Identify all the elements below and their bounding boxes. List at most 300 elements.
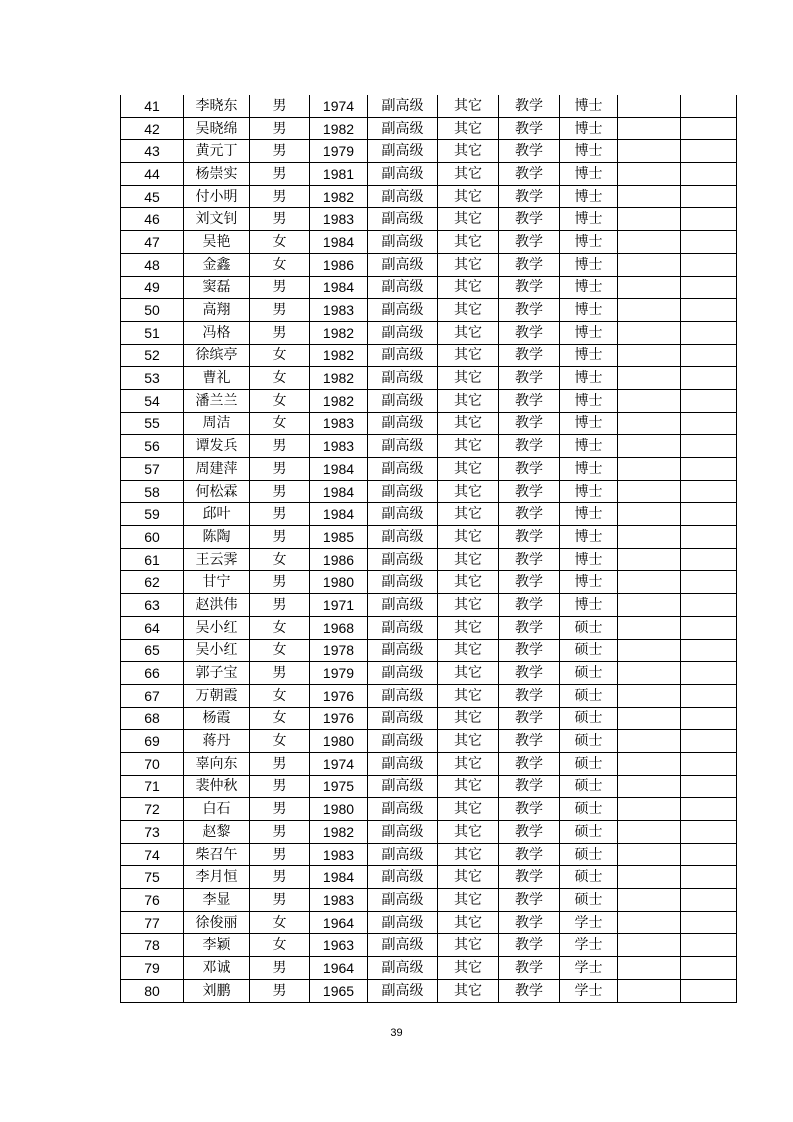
degree-cell: 硕士 bbox=[560, 889, 618, 912]
rank-cell: 副高级 bbox=[368, 730, 438, 753]
table-row bbox=[121, 548, 737, 571]
blank-cell bbox=[681, 775, 737, 798]
name-cell: 邓诚 bbox=[184, 957, 250, 980]
post-cell: 教学 bbox=[499, 889, 560, 912]
category-cell: 其它 bbox=[438, 889, 499, 912]
row-number: 68 bbox=[121, 707, 184, 730]
category-cell: 其它 bbox=[438, 775, 499, 798]
category-cell: 其它 bbox=[438, 548, 499, 571]
row-number: 62 bbox=[121, 571, 184, 594]
row-number: 61 bbox=[121, 548, 184, 571]
rank-cell: 副高级 bbox=[368, 843, 438, 866]
name-cell: 徐俊丽 bbox=[184, 911, 250, 934]
rank-cell: 副高级 bbox=[368, 911, 438, 934]
degree-cell: 博士 bbox=[560, 95, 618, 117]
blank-cell bbox=[618, 775, 681, 798]
birth-year-cell: 1982 bbox=[310, 821, 368, 844]
table-row bbox=[121, 798, 737, 821]
blank-cell bbox=[618, 821, 681, 844]
blank-cell bbox=[618, 934, 681, 957]
name-cell: 白石 bbox=[184, 798, 250, 821]
name-cell: 郭子宝 bbox=[184, 662, 250, 685]
rank-cell: 副高级 bbox=[368, 458, 438, 481]
birth-year-cell: 1980 bbox=[310, 571, 368, 594]
category-cell: 其它 bbox=[438, 662, 499, 685]
blank-cell bbox=[618, 548, 681, 571]
name-cell: 杨崇实 bbox=[184, 163, 250, 186]
blank-cell bbox=[681, 662, 737, 685]
post-cell: 教学 bbox=[499, 548, 560, 571]
row-number: 48 bbox=[121, 253, 184, 276]
category-cell: 其它 bbox=[438, 276, 499, 299]
gender-cell: 男 bbox=[250, 435, 310, 458]
rank-cell: 副高级 bbox=[368, 752, 438, 775]
blank-cell bbox=[681, 344, 737, 367]
gender-cell: 男 bbox=[250, 185, 310, 208]
degree-cell: 硕士 bbox=[560, 707, 618, 730]
post-cell: 教学 bbox=[499, 95, 560, 117]
category-cell: 其它 bbox=[438, 208, 499, 231]
gender-cell: 男 bbox=[250, 526, 310, 549]
table-row bbox=[121, 480, 737, 503]
birth-year-cell: 1980 bbox=[310, 798, 368, 821]
category-cell: 其它 bbox=[438, 458, 499, 481]
name-cell: 金鑫 bbox=[184, 253, 250, 276]
blank-cell bbox=[681, 707, 737, 730]
name-cell: 刘文钊 bbox=[184, 208, 250, 231]
name-cell: 李晓东 bbox=[184, 95, 250, 117]
blank-cell bbox=[681, 934, 737, 957]
degree-cell: 博士 bbox=[560, 253, 618, 276]
gender-cell: 男 bbox=[250, 208, 310, 231]
degree-cell: 硕士 bbox=[560, 616, 618, 639]
degree-cell: 硕士 bbox=[560, 662, 618, 685]
row-number: 47 bbox=[121, 231, 184, 254]
table-row bbox=[121, 276, 737, 299]
category-cell: 其它 bbox=[438, 299, 499, 322]
birth-year-cell: 1985 bbox=[310, 526, 368, 549]
degree-cell: 博士 bbox=[560, 571, 618, 594]
blank-cell bbox=[618, 571, 681, 594]
table-row bbox=[121, 344, 737, 367]
blank-cell bbox=[618, 889, 681, 912]
post-cell: 教学 bbox=[499, 299, 560, 322]
blank-cell bbox=[681, 979, 737, 1002]
row-number: 76 bbox=[121, 889, 184, 912]
table-row bbox=[121, 707, 737, 730]
blank-cell bbox=[618, 707, 681, 730]
name-cell: 周洁 bbox=[184, 412, 250, 435]
blank-cell bbox=[681, 821, 737, 844]
table-row bbox=[121, 253, 737, 276]
rank-cell: 副高级 bbox=[368, 957, 438, 980]
table-row bbox=[121, 458, 737, 481]
table-row bbox=[121, 117, 737, 140]
blank-cell bbox=[681, 571, 737, 594]
category-cell: 其它 bbox=[438, 571, 499, 594]
row-number: 80 bbox=[121, 979, 184, 1002]
degree-cell: 博士 bbox=[560, 412, 618, 435]
row-number: 57 bbox=[121, 458, 184, 481]
post-cell: 教学 bbox=[499, 526, 560, 549]
rank-cell: 副高级 bbox=[368, 775, 438, 798]
gender-cell: 男 bbox=[250, 866, 310, 889]
name-cell: 邱叶 bbox=[184, 503, 250, 526]
rank-cell: 副高级 bbox=[368, 208, 438, 231]
gender-cell: 男 bbox=[250, 594, 310, 617]
rank-cell: 副高级 bbox=[368, 95, 438, 117]
category-cell: 其它 bbox=[438, 163, 499, 186]
post-cell: 教学 bbox=[499, 344, 560, 367]
post-cell: 教学 bbox=[499, 367, 560, 390]
birth-year-cell: 1964 bbox=[310, 911, 368, 934]
degree-cell: 学士 bbox=[560, 911, 618, 934]
category-cell: 其它 bbox=[438, 957, 499, 980]
blank-cell bbox=[681, 843, 737, 866]
post-cell: 教学 bbox=[499, 684, 560, 707]
name-cell: 裴仲秋 bbox=[184, 775, 250, 798]
birth-year-cell: 1984 bbox=[310, 503, 368, 526]
gender-cell: 女 bbox=[250, 707, 310, 730]
blank-cell bbox=[618, 208, 681, 231]
row-number: 71 bbox=[121, 775, 184, 798]
name-cell: 吴艳 bbox=[184, 231, 250, 254]
rank-cell: 副高级 bbox=[368, 231, 438, 254]
post-cell: 教学 bbox=[499, 730, 560, 753]
degree-cell: 博士 bbox=[560, 208, 618, 231]
row-number: 65 bbox=[121, 639, 184, 662]
category-cell: 其它 bbox=[438, 389, 499, 412]
table-row bbox=[121, 571, 737, 594]
category-cell: 其它 bbox=[438, 616, 499, 639]
blank-cell bbox=[681, 798, 737, 821]
table-row bbox=[121, 321, 737, 344]
rank-cell: 副高级 bbox=[368, 321, 438, 344]
birth-year-cell: 1976 bbox=[310, 684, 368, 707]
birth-year-cell: 1983 bbox=[310, 889, 368, 912]
degree-cell: 硕士 bbox=[560, 843, 618, 866]
row-number: 67 bbox=[121, 684, 184, 707]
name-cell: 高翔 bbox=[184, 299, 250, 322]
blank-cell bbox=[681, 231, 737, 254]
degree-cell: 博士 bbox=[560, 276, 618, 299]
blank-cell bbox=[618, 389, 681, 412]
category-cell: 其它 bbox=[438, 253, 499, 276]
blank-cell bbox=[618, 684, 681, 707]
row-number: 74 bbox=[121, 843, 184, 866]
post-cell: 教学 bbox=[499, 821, 560, 844]
rank-cell: 副高级 bbox=[368, 389, 438, 412]
row-number: 44 bbox=[121, 163, 184, 186]
gender-cell: 女 bbox=[250, 730, 310, 753]
post-cell: 教学 bbox=[499, 321, 560, 344]
gender-cell: 男 bbox=[250, 957, 310, 980]
blank-cell bbox=[681, 503, 737, 526]
name-cell: 李月恒 bbox=[184, 866, 250, 889]
category-cell: 其它 bbox=[438, 412, 499, 435]
rank-cell: 副高级 bbox=[368, 889, 438, 912]
birth-year-cell: 1981 bbox=[310, 163, 368, 186]
post-cell: 教学 bbox=[499, 639, 560, 662]
table-row bbox=[121, 843, 737, 866]
name-cell: 李颖 bbox=[184, 934, 250, 957]
row-number: 75 bbox=[121, 866, 184, 889]
rank-cell: 副高级 bbox=[368, 684, 438, 707]
name-cell: 陈陶 bbox=[184, 526, 250, 549]
row-number: 69 bbox=[121, 730, 184, 753]
category-cell: 其它 bbox=[438, 480, 499, 503]
post-cell: 教学 bbox=[499, 389, 560, 412]
gender-cell: 男 bbox=[250, 798, 310, 821]
degree-cell: 博士 bbox=[560, 163, 618, 186]
gender-cell: 男 bbox=[250, 480, 310, 503]
faculty-table bbox=[120, 95, 737, 1003]
table-row bbox=[121, 594, 737, 617]
birth-year-cell: 1978 bbox=[310, 639, 368, 662]
post-cell: 教学 bbox=[499, 843, 560, 866]
table-row bbox=[121, 775, 737, 798]
gender-cell: 男 bbox=[250, 889, 310, 912]
gender-cell: 女 bbox=[250, 616, 310, 639]
gender-cell: 男 bbox=[250, 140, 310, 163]
blank-cell bbox=[618, 752, 681, 775]
rank-cell: 副高级 bbox=[368, 548, 438, 571]
blank-cell bbox=[618, 344, 681, 367]
post-cell: 教学 bbox=[499, 866, 560, 889]
blank-cell bbox=[618, 866, 681, 889]
blank-cell bbox=[618, 117, 681, 140]
birth-year-cell: 1963 bbox=[310, 934, 368, 957]
rank-cell: 副高级 bbox=[368, 299, 438, 322]
gender-cell: 女 bbox=[250, 639, 310, 662]
blank-cell bbox=[681, 526, 737, 549]
blank-cell bbox=[618, 843, 681, 866]
name-cell: 辜向东 bbox=[184, 752, 250, 775]
table-row bbox=[121, 412, 737, 435]
blank-cell bbox=[618, 616, 681, 639]
degree-cell: 硕士 bbox=[560, 752, 618, 775]
birth-year-cell: 1982 bbox=[310, 185, 368, 208]
rank-cell: 副高级 bbox=[368, 367, 438, 390]
table-row bbox=[121, 934, 737, 957]
blank-cell bbox=[618, 458, 681, 481]
rank-cell: 副高级 bbox=[368, 821, 438, 844]
row-number: 42 bbox=[121, 117, 184, 140]
post-cell: 教学 bbox=[499, 979, 560, 1002]
post-cell: 教学 bbox=[499, 707, 560, 730]
faculty-table-body bbox=[121, 95, 737, 1002]
blank-cell bbox=[681, 367, 737, 390]
blank-cell bbox=[618, 639, 681, 662]
post-cell: 教学 bbox=[499, 594, 560, 617]
row-number: 73 bbox=[121, 821, 184, 844]
name-cell: 杨霞 bbox=[184, 707, 250, 730]
row-number: 63 bbox=[121, 594, 184, 617]
rank-cell: 副高级 bbox=[368, 526, 438, 549]
name-cell: 李显 bbox=[184, 889, 250, 912]
post-cell: 教学 bbox=[499, 571, 560, 594]
category-cell: 其它 bbox=[438, 526, 499, 549]
rank-cell: 副高级 bbox=[368, 480, 438, 503]
table-row bbox=[121, 957, 737, 980]
row-number: 66 bbox=[121, 662, 184, 685]
table-row bbox=[121, 662, 737, 685]
degree-cell: 博士 bbox=[560, 389, 618, 412]
category-cell: 其它 bbox=[438, 821, 499, 844]
birth-year-cell: 1984 bbox=[310, 276, 368, 299]
row-number: 70 bbox=[121, 752, 184, 775]
gender-cell: 男 bbox=[250, 163, 310, 186]
blank-cell bbox=[681, 458, 737, 481]
gender-cell: 女 bbox=[250, 684, 310, 707]
table-row bbox=[121, 911, 737, 934]
gender-cell: 男 bbox=[250, 299, 310, 322]
blank-cell bbox=[681, 616, 737, 639]
gender-cell: 女 bbox=[250, 389, 310, 412]
birth-year-cell: 1975 bbox=[310, 775, 368, 798]
blank-cell bbox=[618, 594, 681, 617]
gender-cell: 男 bbox=[250, 503, 310, 526]
degree-cell: 学士 bbox=[560, 957, 618, 980]
blank-cell bbox=[618, 163, 681, 186]
table-row bbox=[121, 503, 737, 526]
gender-cell: 女 bbox=[250, 231, 310, 254]
name-cell: 冯格 bbox=[184, 321, 250, 344]
category-cell: 其它 bbox=[438, 798, 499, 821]
row-number: 51 bbox=[121, 321, 184, 344]
row-number: 52 bbox=[121, 344, 184, 367]
blank-cell bbox=[681, 163, 737, 186]
degree-cell: 博士 bbox=[560, 503, 618, 526]
category-cell: 其它 bbox=[438, 140, 499, 163]
post-cell: 教学 bbox=[499, 957, 560, 980]
birth-year-cell: 1984 bbox=[310, 866, 368, 889]
row-number: 54 bbox=[121, 389, 184, 412]
degree-cell: 硕士 bbox=[560, 821, 618, 844]
birth-year-cell: 1971 bbox=[310, 594, 368, 617]
gender-cell: 男 bbox=[250, 95, 310, 117]
row-number: 49 bbox=[121, 276, 184, 299]
birth-year-cell: 1979 bbox=[310, 140, 368, 163]
blank-cell bbox=[681, 911, 737, 934]
degree-cell: 博士 bbox=[560, 321, 618, 344]
gender-cell: 男 bbox=[250, 458, 310, 481]
birth-year-cell: 1984 bbox=[310, 231, 368, 254]
blank-cell bbox=[681, 412, 737, 435]
rank-cell: 副高级 bbox=[368, 798, 438, 821]
blank-cell bbox=[618, 412, 681, 435]
gender-cell: 男 bbox=[250, 979, 310, 1002]
gender-cell: 男 bbox=[250, 843, 310, 866]
post-cell: 教学 bbox=[499, 208, 560, 231]
rank-cell: 副高级 bbox=[368, 934, 438, 957]
birth-year-cell: 1983 bbox=[310, 208, 368, 231]
blank-cell bbox=[681, 299, 737, 322]
degree-cell: 学士 bbox=[560, 979, 618, 1002]
category-cell: 其它 bbox=[438, 911, 499, 934]
degree-cell: 博士 bbox=[560, 117, 618, 140]
birth-year-cell: 1982 bbox=[310, 344, 368, 367]
blank-cell bbox=[681, 185, 737, 208]
blank-cell bbox=[681, 594, 737, 617]
blank-cell bbox=[618, 95, 681, 117]
degree-cell: 博士 bbox=[560, 299, 618, 322]
blank-cell bbox=[681, 730, 737, 753]
degree-cell: 博士 bbox=[560, 435, 618, 458]
post-cell: 教学 bbox=[499, 140, 560, 163]
gender-cell: 男 bbox=[250, 662, 310, 685]
post-cell: 教学 bbox=[499, 412, 560, 435]
category-cell: 其它 bbox=[438, 707, 499, 730]
name-cell: 赵洪伟 bbox=[184, 594, 250, 617]
birth-year-cell: 1983 bbox=[310, 435, 368, 458]
row-number: 46 bbox=[121, 208, 184, 231]
name-cell: 柴召午 bbox=[184, 843, 250, 866]
rank-cell: 副高级 bbox=[368, 117, 438, 140]
blank-cell bbox=[681, 389, 737, 412]
row-number: 72 bbox=[121, 798, 184, 821]
table-row bbox=[121, 684, 737, 707]
category-cell: 其它 bbox=[438, 503, 499, 526]
post-cell: 教学 bbox=[499, 798, 560, 821]
blank-cell bbox=[618, 367, 681, 390]
post-cell: 教学 bbox=[499, 934, 560, 957]
degree-cell: 硕士 bbox=[560, 798, 618, 821]
birth-year-cell: 1983 bbox=[310, 843, 368, 866]
name-cell: 王云霁 bbox=[184, 548, 250, 571]
blank-cell bbox=[618, 435, 681, 458]
gender-cell: 女 bbox=[250, 911, 310, 934]
rank-cell: 副高级 bbox=[368, 185, 438, 208]
post-cell: 教学 bbox=[499, 231, 560, 254]
row-number: 60 bbox=[121, 526, 184, 549]
blank-cell bbox=[681, 253, 737, 276]
gender-cell: 男 bbox=[250, 775, 310, 798]
degree-cell: 博士 bbox=[560, 367, 618, 390]
name-cell: 谭发兵 bbox=[184, 435, 250, 458]
degree-cell: 硕士 bbox=[560, 730, 618, 753]
category-cell: 其它 bbox=[438, 95, 499, 117]
row-number: 79 bbox=[121, 957, 184, 980]
name-cell: 黄元丁 bbox=[184, 140, 250, 163]
name-cell: 万朝霞 bbox=[184, 684, 250, 707]
degree-cell: 硕士 bbox=[560, 639, 618, 662]
degree-cell: 学士 bbox=[560, 934, 618, 957]
blank-cell bbox=[681, 480, 737, 503]
birth-year-cell: 1964 bbox=[310, 957, 368, 980]
blank-cell bbox=[618, 231, 681, 254]
table-row bbox=[121, 95, 737, 117]
category-cell: 其它 bbox=[438, 321, 499, 344]
table-row bbox=[121, 639, 737, 662]
category-cell: 其它 bbox=[438, 639, 499, 662]
table-row bbox=[121, 730, 737, 753]
gender-cell: 女 bbox=[250, 367, 310, 390]
table-row bbox=[121, 752, 737, 775]
degree-cell: 博士 bbox=[560, 140, 618, 163]
table-row bbox=[121, 979, 737, 1002]
table-row bbox=[121, 299, 737, 322]
post-cell: 教学 bbox=[499, 117, 560, 140]
post-cell: 教学 bbox=[499, 616, 560, 639]
gender-cell: 男 bbox=[250, 321, 310, 344]
degree-cell: 博士 bbox=[560, 548, 618, 571]
gender-cell: 男 bbox=[250, 571, 310, 594]
blank-cell bbox=[681, 321, 737, 344]
table-row bbox=[121, 389, 737, 412]
post-cell: 教学 bbox=[499, 752, 560, 775]
blank-cell bbox=[681, 684, 737, 707]
